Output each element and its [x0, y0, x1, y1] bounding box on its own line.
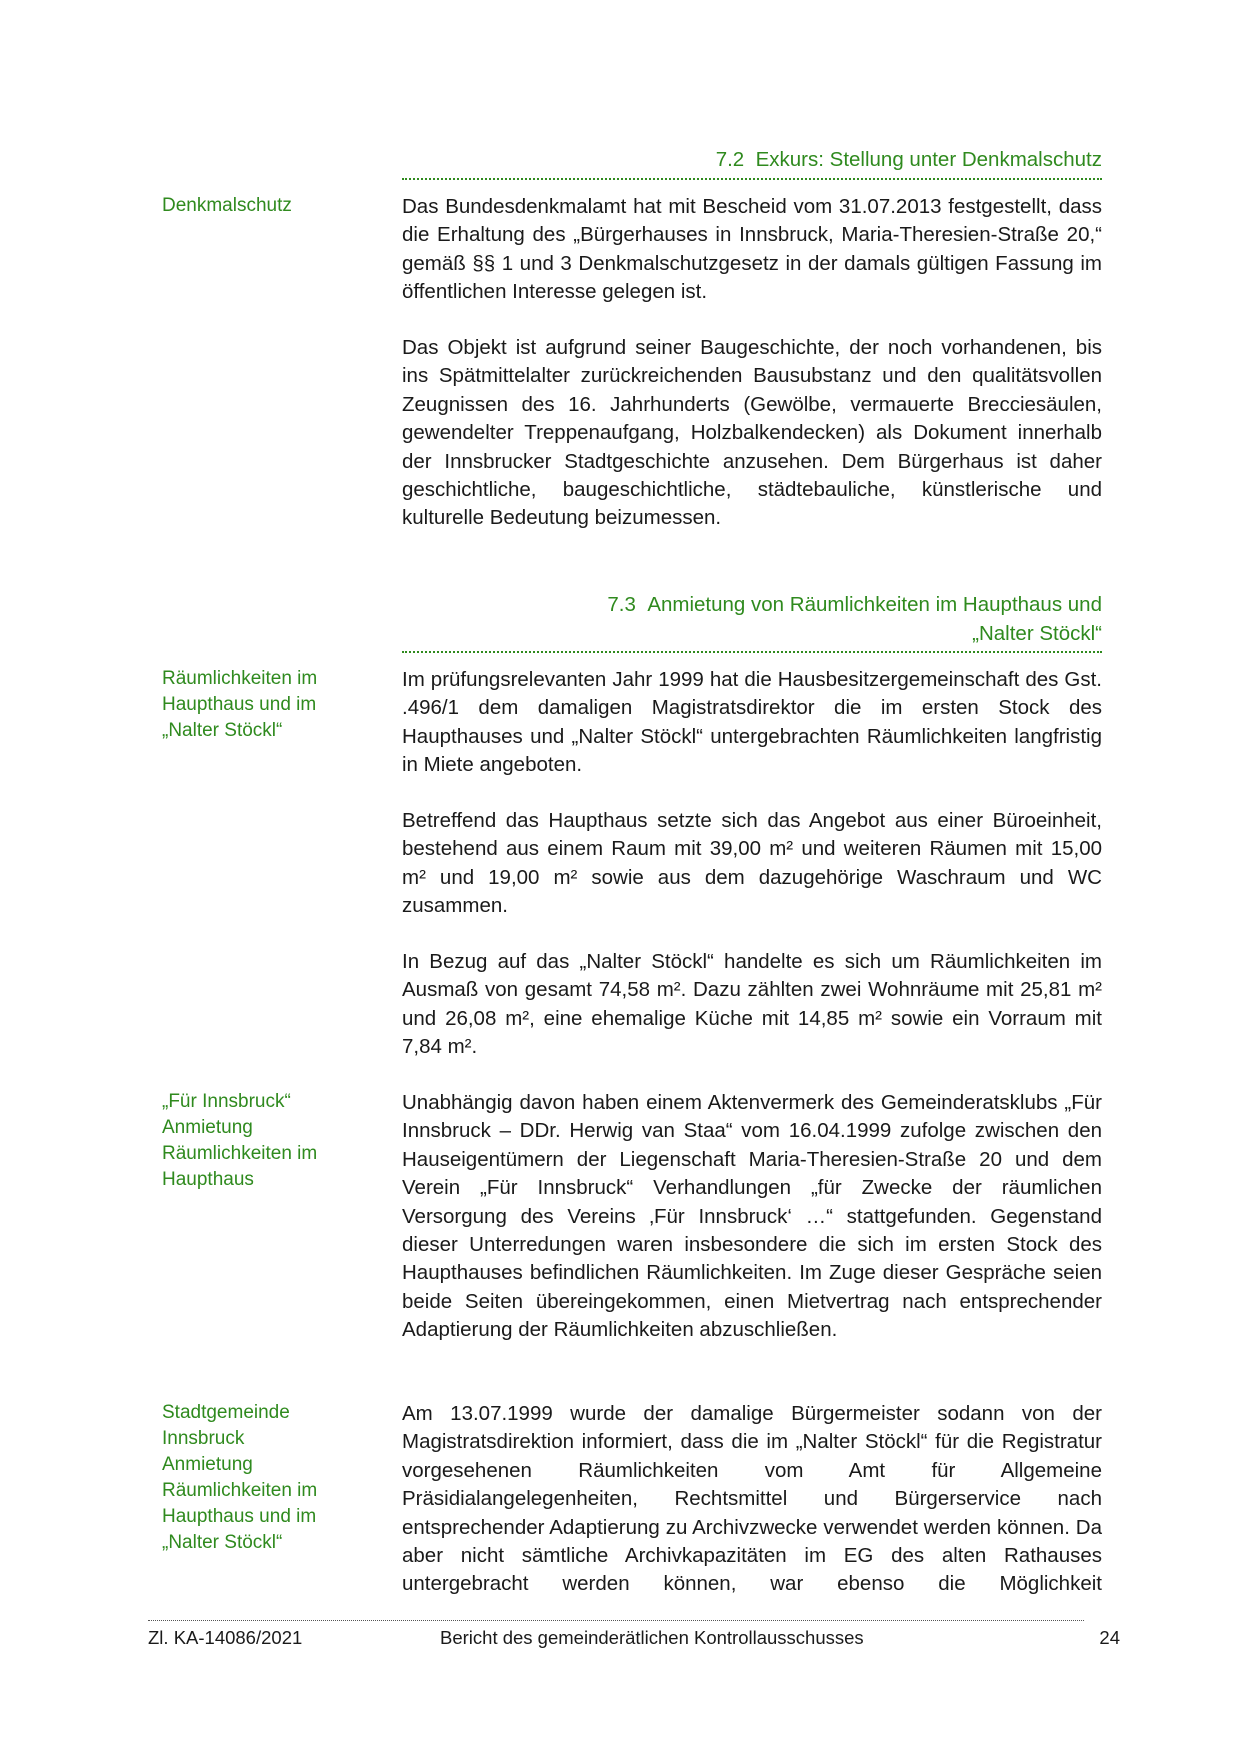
margin-note-line: „Für Innsbruck“	[162, 1091, 291, 1112]
section-number: 7.3	[607, 593, 636, 616]
paragraph-2: Das Objekt ist aufgrund seiner Baugeschichte, der noch vorhandenen, bis ins Spätmittelalter zurückreichenden Bausubstanz und den qualitätsvollen Zeugnissen des 16. Jahrhunderts (Gewölbe, vermauerte Brecciesäulen, gewendelter Treppenaufgang, Holzbalkendecken) als Dokument innerhalb der Innsbrucker Stadtgeschichte anzusehen. Dem Bürgerhaus ist daher geschichtliche, baugeschichtliche, städtebauliche, künstlerische und kulturelle Bedeutung beizumessen.	[402, 336, 1102, 530]
margin-note-line: Stadtgemeinde	[162, 1402, 290, 1423]
section-divider	[402, 178, 1102, 180]
paragraph-4: Betreffend das Haupthaus setzte sich das Angebot aus einer Büroeinheit, bestehend aus einem Raum mit 39,00 m² und weiteren Räumen mit 15,00 m² und 19,00 m² sowie aus dem dazugehörige Waschraum und WC zusammen.	[402, 809, 1102, 918]
section-number: 7.2	[715, 148, 745, 171]
paragraph-3: Im prüfungsrelevanten Jahr 1999 hat die Hausbesitzergemeinschaft des Gst. .496/1 dem damaligen Magistratsdirektor die im ersten Stock des Haupthauses und „Nalter Stöckl“ untergebrachten Räumlichkeiten langfristig in Miete angeboten.	[402, 668, 1102, 777]
margin-note-line: Haupthaus und im	[162, 1506, 317, 1527]
margin-note-line: Denkmalschutz	[162, 195, 292, 216]
margin-note-line: „Nalter Stöckl“	[162, 1532, 283, 1553]
paragraph-5: In Bezug auf das „Nalter Stöckl“ handelte es sich um Räumlichkeiten im Ausmaß von gesamt 74,58 m². Dazu zählten zwei Wohnräume mit 25,81 m² und 26,08 m², eine ehemalige Küche mit 14,85 m² sowie ein Vorraum mit 7,84 m².	[402, 950, 1102, 1059]
margin-note-fuer-innsbruck	[162, 1089, 362, 1193]
section-title: Exkurs: Stellung unter Denkmalschutz	[755, 148, 1102, 171]
section-title-line-1: Anmietung von Räumlichkeiten im Haupthaus und	[647, 593, 1102, 616]
section-heading-7-2	[402, 145, 1102, 174]
section-divider	[402, 651, 1102, 653]
section-title-line-2: „Nalter Stöckl“	[972, 622, 1102, 645]
margin-note-line: Innsbruck	[162, 1428, 245, 1449]
margin-note-stadtgemeinde	[162, 1400, 362, 1556]
margin-note-denkmalschutz	[162, 193, 362, 219]
margin-note-line: Räumlichkeiten im	[162, 1143, 318, 1164]
margin-note-line: Räumlichkeiten im	[162, 1480, 318, 1501]
margin-note-line: „Nalter Stöckl“	[162, 720, 283, 741]
footer-divider	[148, 1620, 1084, 1621]
footer-report-title: Bericht des gemeinderätlichen Kontrollausschusses	[440, 1627, 864, 1648]
margin-note-line: Haupthaus und im	[162, 694, 317, 715]
section-heading-7-3	[402, 590, 1102, 648]
paragraph-1: Das Bundesdenkmalamt hat mit Bescheid vom 31.07.2013 festgestellt, dass die Erhaltung des „Bürgerhauses in Innsbruck, Maria-Theresien-Straße 20,“ gemäß §§ 1 und 3 Denkmalschutzgesetz in der damals gültigen Fassung im öffentlichen Interesse gelegen ist.	[402, 195, 1102, 304]
page-number: 24	[1099, 1627, 1120, 1648]
paragraph-7: Am 13.07.1999 wurde der damalige Bürgermeister sodann von der Magistratsdirektion informiert, dass die im „Nalter Stöckl“ für die Registratur vorgesehenen Räumlichkeiten vom Amt für Allgemeine Präsidialangelegenheiten, Rechtsmittel und Bürgerservice nach entsprechender Adaptierung zu Archivzwecke verwendet werden können. Da aber nicht sämtliche Archivkapazitäten im EG des alten Rathauses untergebracht werden können, war ebenso die Möglichkeit	[402, 1402, 1102, 1596]
paragraph-6: Unabhängig davon haben einem Aktenvermerk des Gemeinderatsklubs „Für Innsbruck – DDr. Herwig van Staa“ vom 16.04.1999 zufolge zwischen den Hauseigentümern der Liegenschaft Maria-Theresien-Straße 20 und dem Verein „Für Innsbruck“ Verhandlungen „für Zwecke der räumlichen Versorgung des Vereins ‚Für Innsbruck‘ …“ stattgefunden. Gegenstand dieser Unterredungen waren insbesondere die sich im ersten Stock des Haupthauses befindlichen Räumlichkeiten. Im Zuge dieser Gespräche seien beide Seiten übereingekommen, einen Mietvertrag nach entsprechender Adaptierung der Räumlichkeiten abzuschließen.	[402, 1091, 1102, 1342]
margin-note-line: Räumlichkeiten im	[162, 668, 318, 689]
margin-note-line: Haupthaus	[162, 1169, 254, 1190]
margin-note-line: Anmietung	[162, 1117, 253, 1138]
footer-reference: Zl. KA-14086/2021	[148, 1627, 303, 1648]
margin-note-raeumlichkeiten	[162, 666, 362, 744]
margin-note-line: Anmietung	[162, 1454, 253, 1475]
